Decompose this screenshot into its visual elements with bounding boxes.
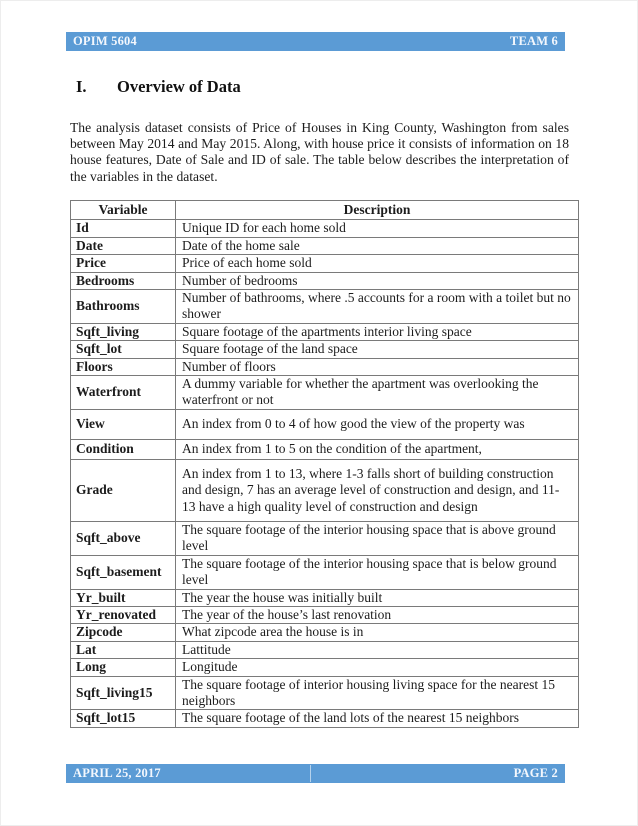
- variable-cell: Sqft_basement: [71, 555, 176, 589]
- description-cell: The year the house was initially built: [176, 589, 579, 606]
- variable-cell: Sqft_living15: [71, 676, 176, 710]
- variable-cell: Zipcode: [71, 624, 176, 641]
- table-row: [71, 376, 579, 410]
- variable-cell: Sqft_lot: [71, 341, 176, 358]
- table-row: [71, 676, 579, 710]
- intro-paragraph: The analysis dataset consists of Price of Houses in King County, Washington from sales between May 2014 and May 2015. Along, with house price it consists of information on 18 house features, Date of Sale and ID of sale. The table below describes the interpretation of the variables in the dataset.: [70, 119, 569, 184]
- table-row: [71, 237, 579, 254]
- variable-cell: View: [71, 409, 176, 439]
- table-row: [71, 220, 579, 237]
- table-row: [71, 641, 579, 658]
- table-row: [71, 290, 579, 324]
- footer-page-number: PAGE 2: [513, 766, 558, 780]
- footer-divider: [310, 765, 311, 782]
- description-cell: Number of bathrooms, where .5 accounts for a room with a toilet but no shower: [176, 290, 579, 324]
- table-row: [71, 341, 579, 358]
- table-row: [71, 255, 579, 272]
- table-row: [71, 409, 579, 439]
- description-cell: Number of bedrooms: [176, 272, 579, 289]
- variable-cell: Sqft_living: [71, 323, 176, 340]
- variable-cell: Sqft_lot15: [71, 710, 176, 727]
- description-cell: Square footage of the apartments interior living space: [176, 323, 579, 340]
- table-header-row: [71, 201, 579, 220]
- header-team-label: TEAM 6: [509, 34, 558, 48]
- section-title: [76, 77, 241, 97]
- description-cell: The year of the house’s last renovation: [176, 606, 579, 623]
- variable-cell: Floors: [71, 358, 176, 375]
- table-row: [71, 555, 579, 589]
- description-cell: Longitude: [176, 659, 579, 676]
- variable-cell: Bathrooms: [71, 290, 176, 324]
- table-row: [71, 606, 579, 623]
- table-row: [71, 589, 579, 606]
- table-row: [71, 624, 579, 641]
- variable-cell: Long: [71, 659, 176, 676]
- table-row: [71, 459, 579, 521]
- description-cell: Number of floors: [176, 358, 579, 375]
- description-cell: The square footage of interior housing living space for the nearest 15 neighbors: [176, 676, 579, 710]
- table-header-variable: Variable: [71, 201, 176, 220]
- variable-cell: Yr_renovated: [71, 606, 176, 623]
- description-cell: Unique ID for each home sold: [176, 220, 579, 237]
- description-cell: Lattitude: [176, 641, 579, 658]
- table-row: [71, 358, 579, 375]
- description-cell: An index from 1 to 13, where 1-3 falls short of building construction and design, 7 has an average level of construction and design, and 11-13 have a high quality level of construction and design: [176, 459, 579, 521]
- description-cell: Square footage of the land space: [176, 341, 579, 358]
- description-cell: The square footage of the land lots of the nearest 15 neighbors: [176, 710, 579, 727]
- variable-cell: Waterfront: [71, 376, 176, 410]
- description-cell: A dummy variable for whether the apartment was overlooking the waterfront or not: [176, 376, 579, 410]
- variable-cell: Grade: [71, 459, 176, 521]
- variable-cell: Bedrooms: [71, 272, 176, 289]
- variables-table: [70, 200, 579, 728]
- table-row: [71, 323, 579, 340]
- section-number: I.: [76, 77, 87, 96]
- page-header: [66, 32, 565, 51]
- table-row: [71, 439, 579, 459]
- variable-cell: Date: [71, 237, 176, 254]
- variable-cell: Id: [71, 220, 176, 237]
- description-cell: What zipcode area the house is in: [176, 624, 579, 641]
- description-cell: The square footage of the interior housing space that is above ground level: [176, 521, 579, 555]
- table-row: [71, 521, 579, 555]
- table-row: [71, 710, 579, 727]
- variable-cell: Price: [71, 255, 176, 272]
- table-header-description: Description: [176, 201, 579, 220]
- description-cell: Date of the home sale: [176, 237, 579, 254]
- description-cell: The square footage of the interior housing space that is below ground level: [176, 555, 579, 589]
- page-footer: [66, 764, 565, 783]
- table-row: [71, 659, 579, 676]
- description-cell: An index from 1 to 5 on the condition of the apartment,: [176, 439, 579, 459]
- variable-cell: Yr_built: [71, 589, 176, 606]
- header-course-label: OPIM 5604: [73, 34, 137, 48]
- variable-cell: Lat: [71, 641, 176, 658]
- variable-cell: Condition: [71, 439, 176, 459]
- table-row: [71, 272, 579, 289]
- variable-cell: Sqft_above: [71, 521, 176, 555]
- footer-date-label: APRIL 25, 2017: [73, 766, 161, 780]
- description-cell: An index from 0 to 4 of how good the view of the property was: [176, 409, 579, 439]
- description-cell: Price of each home sold: [176, 255, 579, 272]
- section-title-text: Overview of Data: [117, 77, 241, 96]
